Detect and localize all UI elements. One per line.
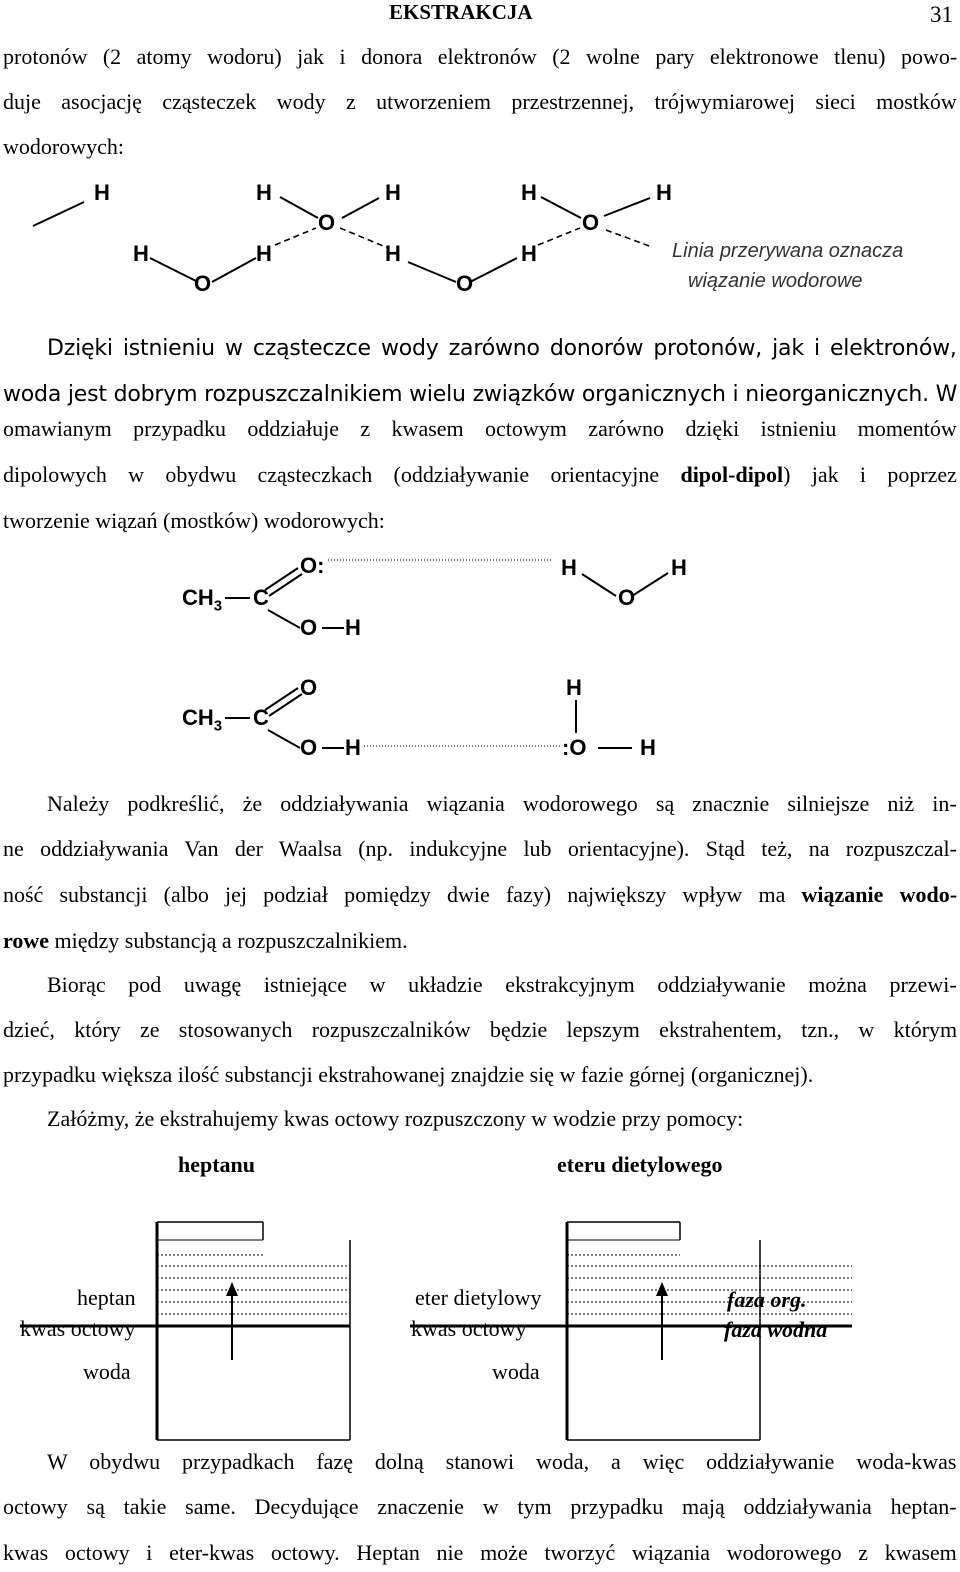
- hbond-line-3: [3, 882, 957, 908]
- right-bottom-phase-label: woda: [492, 1359, 540, 1384]
- o-atom: O: [318, 210, 336, 235]
- dipol-dipol-term: dipol-dipol: [680, 462, 784, 487]
- h-atom: H: [561, 555, 577, 580]
- h-atom: H: [385, 241, 401, 266]
- solvent-heptane: heptanu: [178, 1152, 256, 1177]
- extract-line-1: Biorąc pod uwagę istniejące w układzie ekstrakcyjnym oddziaływanie można przewi-: [47, 972, 957, 997]
- right-top-phase-label: eter dietylowy: [415, 1285, 542, 1310]
- h-atom: H: [94, 180, 110, 205]
- c-atom: C: [253, 705, 269, 730]
- o-atom: O: [194, 271, 212, 296]
- o-atom: O: [582, 210, 600, 235]
- h-atom: H: [385, 180, 401, 205]
- h-atom: H: [521, 241, 537, 266]
- intro-line-1: protonów (2 atomy wodoru) jak i donora elektronów (2 wolne pary elektronowe tlenu) powo-: [3, 44, 958, 69]
- h-atom: H: [521, 180, 537, 205]
- final-line-1: W obydwu przypadkach fazę dolną stanowi woda, a więc oddziaływanie woda-kwas: [47, 1449, 957, 1474]
- o-atom: O: [300, 735, 318, 760]
- right-solute-label: kwas octowy: [411, 1316, 527, 1341]
- h-atom: H: [256, 241, 272, 266]
- h-atom: H: [256, 180, 272, 205]
- c-atom: C: [253, 585, 269, 610]
- left-top-phase-label: heptan: [77, 1285, 136, 1310]
- left-solute-label: kwas octowy: [20, 1316, 136, 1341]
- colon-o-atom: :O: [562, 735, 587, 760]
- o-atom: O: [456, 271, 474, 296]
- left-bottom-phase-label: woda: [83, 1359, 131, 1384]
- h-atom: H: [640, 735, 656, 760]
- o-atom: O: [300, 615, 318, 640]
- o-atom: O: [300, 675, 318, 700]
- donors-line-5: tworzenie wiązań (mostków) wodorowych:: [3, 508, 385, 533]
- donors-line-4: [3, 462, 957, 488]
- h-atom: H: [345, 615, 361, 640]
- hbond-term-part-1: wiązanie wodo-: [801, 882, 958, 907]
- h-atom: H: [671, 555, 687, 580]
- extract-line-3: przypadku większa ilość substancji ekstrahowanej znajdzie się w fazie górnej (organicznej).: [3, 1062, 814, 1087]
- intro-line-2: duje asocjację cząsteczek wody z utworzeniem przestrzennej, trójwymiarowej sieci mostków: [3, 89, 957, 114]
- legend-note-line-2: wiązanie wodorowe: [688, 270, 863, 292]
- o-colon-atom: O:: [300, 553, 325, 578]
- hbond-line-4: [3, 928, 408, 954]
- h-atom: H: [656, 180, 672, 205]
- hbond-term-part-2: rowe: [3, 928, 50, 953]
- running-header: EKSTRAKCJA: [389, 0, 533, 24]
- page-number: 31: [930, 2, 953, 27]
- o-atom: O: [618, 585, 636, 610]
- donors-line-4-b: ) jak i poprzez: [783, 462, 957, 487]
- intro-line-3: wodorowych:: [3, 134, 124, 159]
- water-phase-label: faza wodna: [724, 1317, 828, 1342]
- h-atom: H: [566, 675, 582, 700]
- final-line-2: octowy są takie same. Decydujące znaczenie w tym przypadku mają oddziaływania heptan-: [3, 1494, 957, 1519]
- h-atom: H: [133, 241, 149, 266]
- h-atom: H: [345, 735, 361, 760]
- legend-note-line-1: Linia przerywana oznacza: [672, 240, 904, 262]
- final-line-3: kwas octowy i eter-kwas octowy. Heptan nie może tworzyć wiązania wodorowego z kwasem: [3, 1540, 957, 1565]
- donors-line-3: omawianym przypadku oddziałuje z kwasem octowym zarówno dzięki istnieniu momentów: [3, 416, 957, 441]
- hbond-line-4-b: między substancją a rozpuszczalnikiem.: [49, 928, 408, 953]
- ch3-group: $CH_3$: [182, 705, 223, 735]
- solvent-ether: eteru dietylowego: [557, 1152, 723, 1177]
- hbond-line-2: ne oddziaływania Van der Waalsa (np. indukcyjne lub orientacyjne). Stąd też, na rozpuszczal-: [3, 836, 957, 861]
- donors-line-4-a: dipolowych w obydwu cząsteczkach (oddziaływanie orientacyjne: [3, 462, 681, 487]
- donors-line-2: woda jest dobrym rozpuszczalnikiem wielu związków organicznych i nieorganicznych. W: [3, 382, 958, 407]
- hbond-line-1: Należy podkreślić, że oddziaływania wiązania wodorowego są znacznie silniejsze niż in-: [47, 791, 957, 816]
- hbond-line-3-a: ność substancji (albo jej podział pomiędzy dwie fazy) największy wpływ ma: [3, 882, 802, 907]
- ch3-group: $CH_3$: [182, 585, 223, 615]
- assume-line: Załóżmy, że ekstrahujemy kwas octowy rozpuszczony w wodzie przy pomocy:: [47, 1106, 744, 1131]
- extract-line-2: dzieć, który ze stosowanych rozpuszczalników będzie lepszym ekstrahentem, tzn., w którym: [3, 1017, 958, 1042]
- donors-line-1: Dzięki istnieniu w cząsteczce wody zarówno donorów protonów, jak i elektronów,: [47, 336, 957, 361]
- organic-phase-label: faza org.: [727, 1287, 807, 1312]
